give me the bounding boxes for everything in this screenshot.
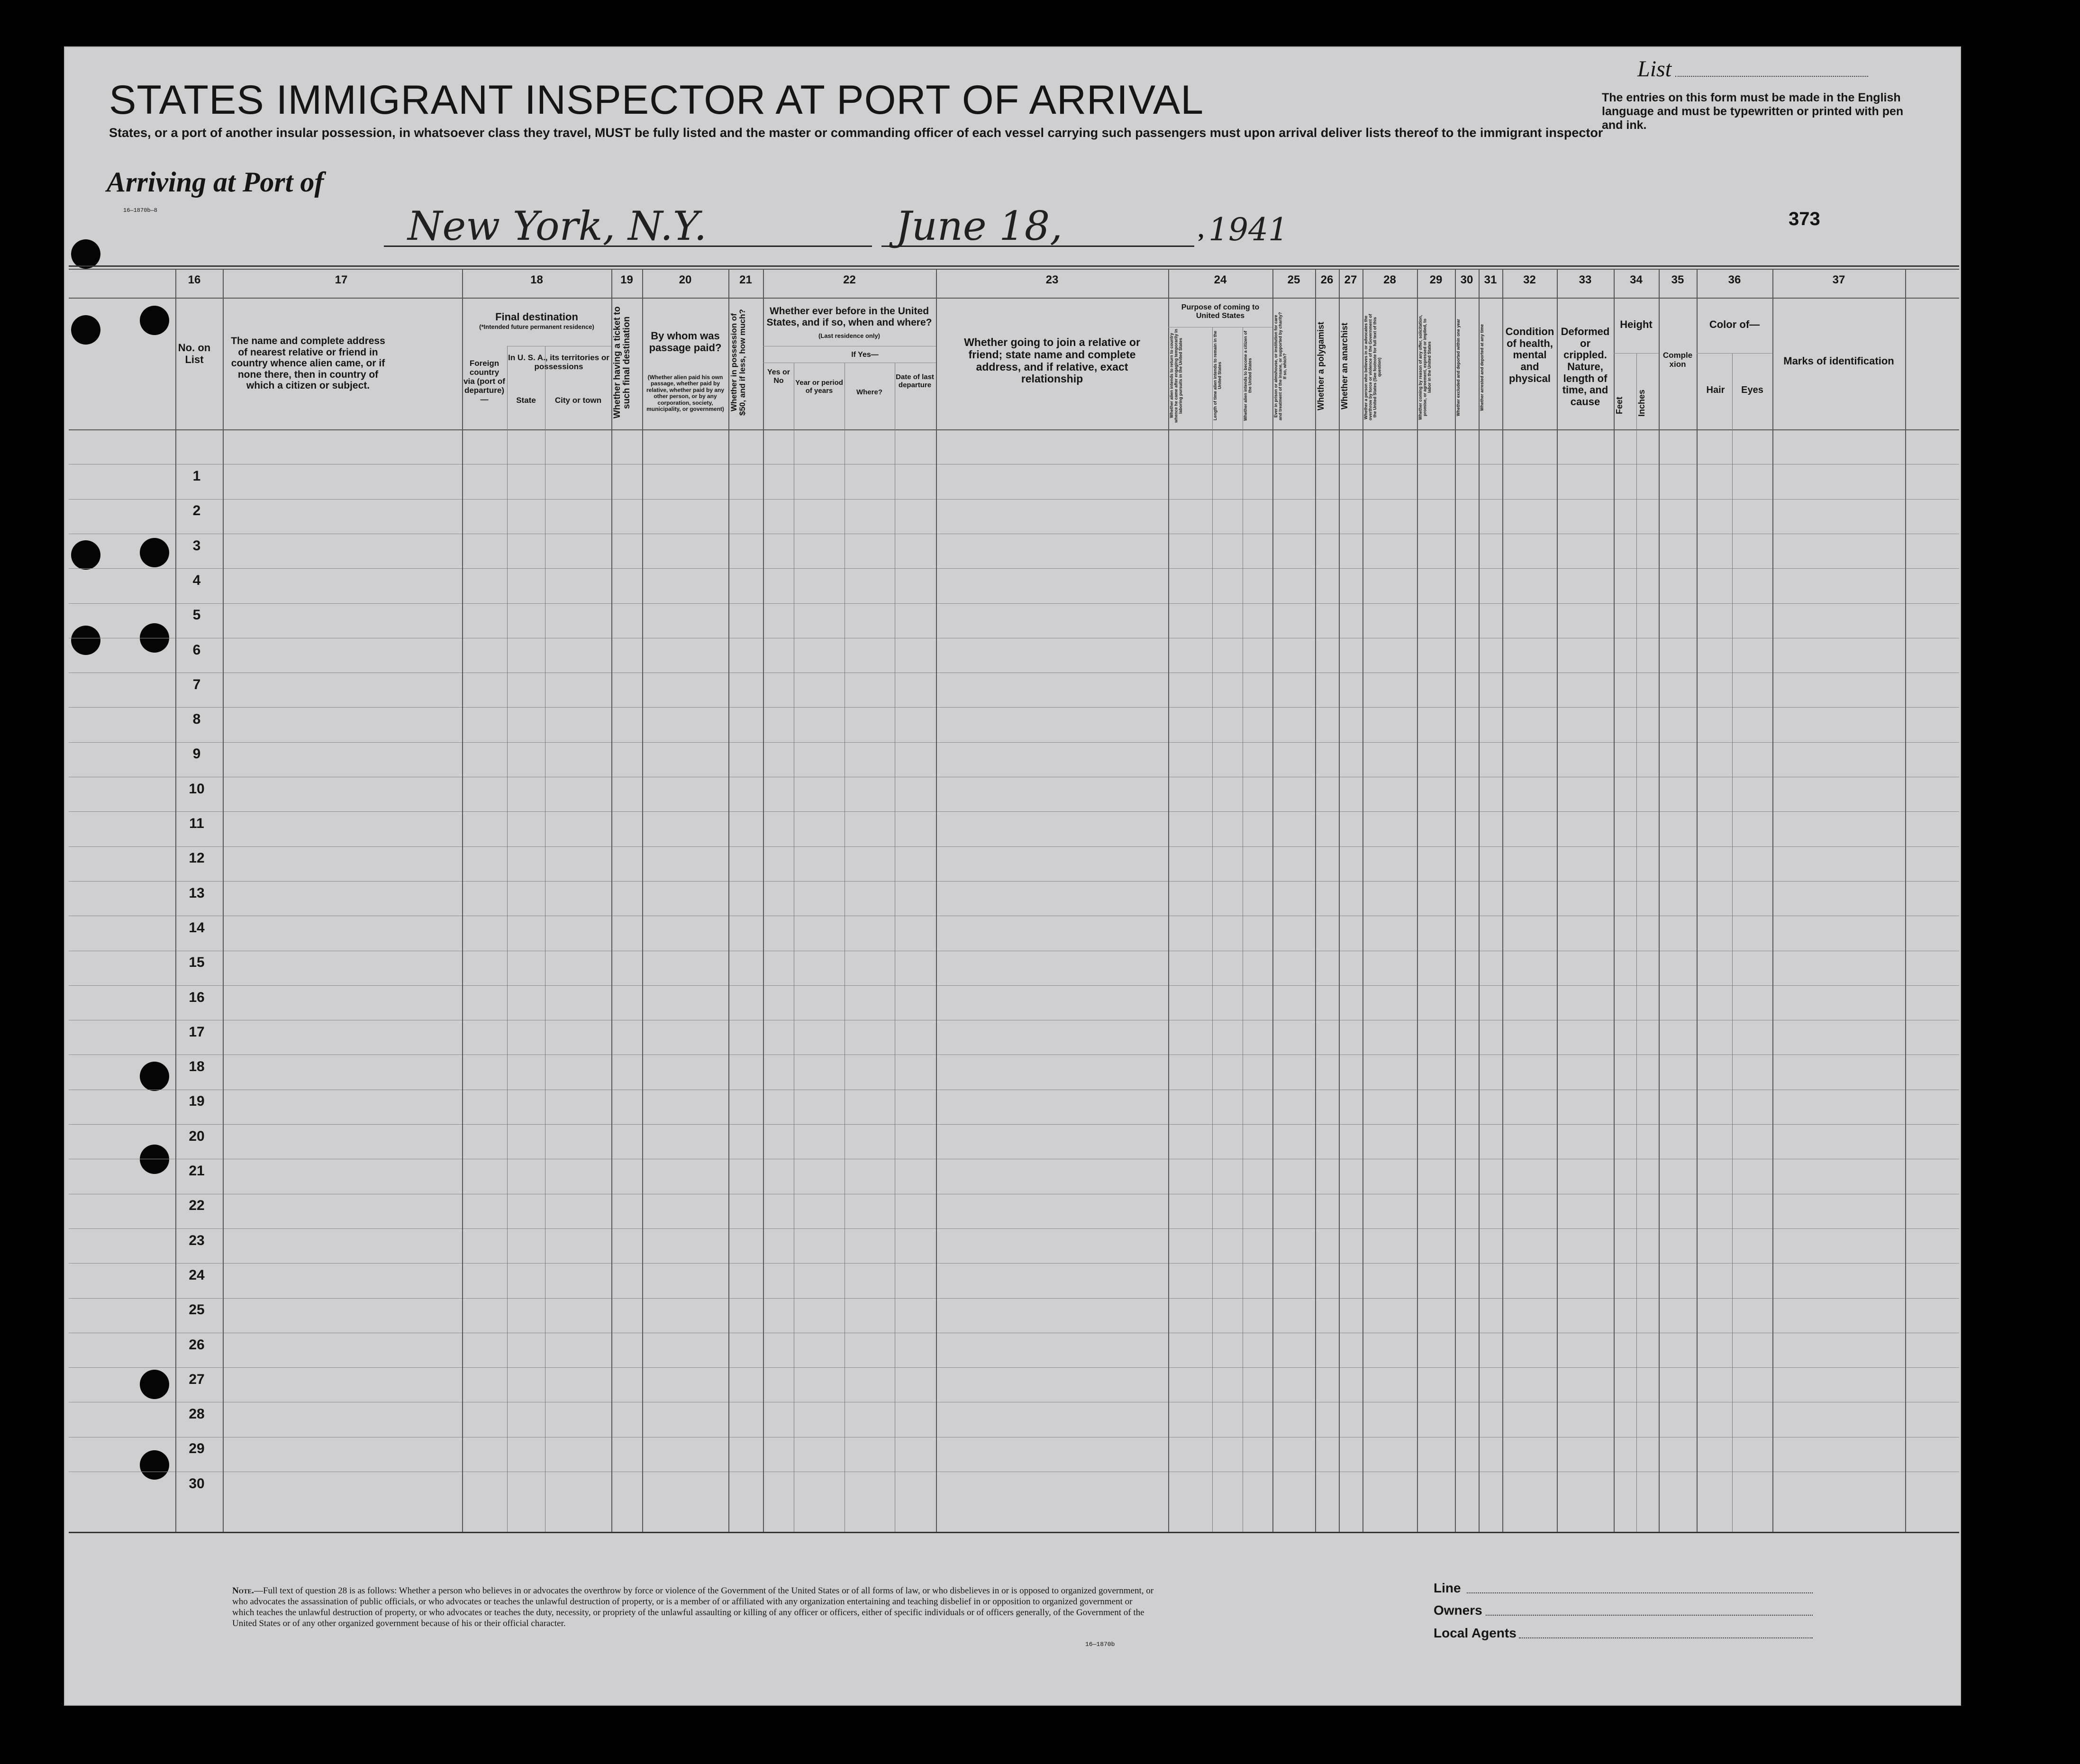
grid-vline [1212,327,1213,1532]
row-number: 4 [192,573,201,588]
punch-hole [140,1370,169,1399]
grid-hline [69,1367,1959,1368]
grid-vline [763,269,764,1532]
grid-vline [175,269,176,1532]
header-in-usa: In U. S. A., its territories or possessions [508,353,609,372]
list-field-line [1675,76,1868,77]
header-yes-or-no: Yes or No [767,368,790,385]
header-polygamist: Whether a polygamist [1316,321,1326,411]
year-handwritten: 1941 [1208,211,1288,248]
grid-vline [1557,269,1558,1532]
punch-hole [140,1145,169,1174]
grid-hline [69,298,1959,299]
header-eyes: Eyes [1741,385,1763,395]
punch-hole [140,1450,169,1480]
grid-hline [69,429,1959,430]
grid-hline [69,1263,1959,1264]
grid-vline [223,269,224,1532]
header-arrested: Whether arrested and deported at any time [1480,324,1484,411]
header-overthrow: Whether a person who believes in or advocates the overthrow by force or violence of the Government of the United States (See footnote for full text of this question) [1363,314,1382,421]
col-num-24: 24 [1214,273,1227,286]
col-num-31: 31 [1484,273,1497,286]
grid-vline [936,269,937,1532]
port-handwritten: New York, N.Y. [408,203,707,249]
row-number: 1 [192,468,201,484]
grid-vline [1417,269,1418,1532]
row-number: 8 [192,711,201,727]
page-number: 373 [1789,209,1820,229]
header-final-destination-note: (*Intended future permanent residence) [479,323,594,330]
grid-vline [1339,269,1340,1532]
row-number: 20 [189,1128,205,1144]
col-num-27: 27 [1344,273,1357,286]
header-final-destination: Final destination [495,311,578,323]
col-num-23: 23 [1045,273,1059,286]
col-num-37: 37 [1832,273,1845,286]
header-color-of: Color of— [1709,318,1760,330]
grid-vline [1362,269,1363,1532]
col-num-33: 33 [1579,273,1592,286]
grid-hline [69,499,1959,500]
header-state: State [516,396,536,405]
punch-hole [140,306,169,335]
row-number: 17 [189,1024,205,1040]
date-handwritten: June 18, [896,203,1063,249]
row-number: 13 [189,885,205,901]
owners-field-line [1486,1615,1813,1616]
punch-hole [140,538,169,567]
row-number: 18 [189,1059,205,1074]
grid-vline [728,269,729,1532]
grid-vline [1455,269,1456,1532]
header-fifty-dollars: Whether in possession of $50, and if less, how much? [729,309,747,416]
header-ever-in-us: Whether ever before in the United States, and if so, when and where? [766,306,932,328]
line-label: Line [1434,1581,1461,1595]
row-number: 26 [189,1337,205,1353]
header-anarchist: Whether an anarchist [1340,322,1349,410]
grid-vline [1697,269,1698,1532]
col-num-21: 21 [739,273,752,286]
grid-vline [462,269,463,1532]
row-number: 21 [189,1163,205,1179]
arriving-label: Arriving at Port of [107,166,324,198]
header-complexion: Complexion [1662,351,1693,369]
col-num-28: 28 [1383,273,1396,286]
header-foreign-country: Foreign country via (port of departure)— [463,359,505,404]
form-code: 16—1870b—8 [123,207,158,214]
grid-hline [69,707,1959,708]
row-number: 23 [189,1233,205,1248]
col-num-25: 25 [1287,273,1300,286]
col-num-20: 20 [679,273,692,286]
grid-hline [1614,353,1659,354]
header-purpose-citizen: Whether alien intends to become a citizen of the United States [1243,330,1253,421]
header-excluded: Whether excluded and deported within one year [1456,318,1461,416]
header-inches: Inches [1637,389,1646,417]
punch-hole [71,540,100,570]
header-height: Height [1620,318,1653,330]
grid-vline [1479,269,1480,1532]
row-number: 11 [189,816,204,831]
row-number: 12 [189,850,205,866]
grid-vline [1614,269,1615,1532]
grid-hline [69,1124,1959,1125]
row-number: 16 [189,990,205,1005]
row-number: 28 [189,1406,205,1422]
row-number: 15 [189,955,205,970]
grid-hline [69,1228,1959,1229]
header-feet: Feet [1615,396,1624,414]
header-join-relative: Whether going to join a relative or friend; state name and complete address, and if relative, exact relationship [964,336,1140,385]
row-number: 9 [192,746,201,762]
header-deformed: Deformed or crippled. Nature, length of time, and cause [1561,326,1610,408]
header-relative-address: The name and complete address of nearest relative or friend in country whence alien came, or if none there, then in country of which a citizen or subject. [231,336,385,391]
punch-hole [71,315,100,345]
header-ever-in-us-note: (Last residence only) [818,332,881,339]
footer-form-code: 16—1870b [1085,1641,1115,1648]
row-number: 27 [189,1372,205,1387]
header-purpose: Purpose of coming to United States [1181,303,1260,320]
grid-vline [1905,269,1906,1532]
punch-hole [140,1062,169,1091]
list-label: List [1637,56,1672,82]
header-no-on-list: No. on List [178,342,211,365]
row-number: 6 [192,642,201,658]
grid-hline [69,742,1959,743]
col-num-16: 16 [188,273,201,286]
col-num-18: 18 [530,273,543,286]
grid-hline [69,269,1959,270]
footnote-text: —Full text of question 28 is as follows: Whether a person who believes in or advocates the overthrow by force or violence of the Government of the United States or of all forms of law, or who disbelieves in or is opposed to organized government, or who advocates the assassination of public officials, or who advocates or teaches the unlawful destruction of property, or is a member of or affiliated with any organization entertaining and teaching disbelief in or opposition to organized government or which teaches the unlawful destruction of property, or who advocates or teaches the duty, necessity, or propriety of the unlawful assaulting or killing of any officer or officers, either of specific individuals or of officers generally, of the Government of the United States or of any other organized government because of his or their official character. [232,1586,1154,1628]
footnote-label: Note. [232,1586,254,1596]
col-num-26: 26 [1320,273,1334,286]
row-number: 5 [192,607,201,623]
instructions-text: The entries on this form must be made in the English language and must be typewritten or printed with pen and ink. [1602,91,1904,132]
header-city: City or town [554,396,602,405]
row-number: 29 [189,1441,205,1456]
row-number: 14 [189,920,205,936]
header-purpose-return: Whether alien intends to return to country whence he came after engaging temporarily in laboring pursuits in the United States [1169,328,1183,423]
grid-vline [1272,269,1273,1532]
grid-hline [69,1532,1959,1533]
punch-hole [71,626,100,655]
row-number: 30 [189,1476,205,1491]
header-passage-paid-note: (Whether alien paid his own passage, whether paid by relative, whether paid by any other person, or by any corporation, society, municipality, or government) [646,374,725,413]
header-marks: Marks of identification [1783,355,1894,367]
col-num-35: 35 [1671,273,1684,286]
agents-field-line [1519,1637,1813,1638]
grid-vline [507,346,508,1532]
row-number: 10 [189,781,205,797]
header-prison: Ever in prison or almshouse, or institution for care and treatment of the insane, or supported by charity? If so, which? [1273,312,1287,420]
grid-hline [69,881,1959,882]
grid-hline [69,846,1959,847]
grid-vline [642,269,643,1532]
row-number: 19 [189,1093,205,1109]
grid-hline [69,265,1959,267]
owners-label: Owners [1434,1603,1482,1618]
page-title: STATES IMMIGRANT INSPECTOR AT PORT OF ARRIVAL [109,77,1204,123]
col-num-19: 19 [620,273,633,286]
manifest-sheet [64,46,1961,1706]
row-number: 22 [189,1198,205,1213]
grid-vline [1636,353,1637,1532]
header-hair: Hair [1706,385,1725,395]
grid-hline [1697,353,1772,354]
grid-vline [1168,269,1169,1532]
col-num-22: 22 [843,273,856,286]
header-health: Condition of health, mental and physical [1505,326,1554,384]
grid-vline [1315,269,1316,1532]
col-num-36: 36 [1728,273,1741,286]
header-years: Year or period of years [795,379,843,395]
year-comma: , [1199,216,1205,243]
col-num-30: 30 [1460,273,1473,286]
grid-hline [69,985,1959,986]
col-num-29: 29 [1429,273,1443,286]
header-last-departure: Date of last departure [896,373,934,389]
col-num-32: 32 [1523,273,1536,286]
grid-vline [1732,353,1733,1532]
grid-hline [69,568,1959,569]
grid-hline [69,1298,1959,1299]
punch-hole [71,239,100,269]
grid-vline [1772,269,1773,1532]
row-number: 7 [192,677,201,692]
row-number: 2 [192,503,201,518]
row-number: 24 [189,1267,205,1283]
header-labor-offer: Whether coming by reason of any offer, solicitation, promise, or agreement, expressed or implied, to labor in the United States [1418,315,1432,420]
footnote [232,1585,1156,1629]
grid-hline [69,603,1959,604]
header-where: Where? [856,388,882,396]
grid-vline [1659,269,1660,1532]
header-if-yes: If Yes— [851,351,879,359]
header-purpose-length: Length of time alien intends to remain in the United States [1213,331,1222,421]
grid-hline [69,811,1959,812]
col-num-34: 34 [1630,273,1643,286]
row-number: 3 [192,538,201,554]
col-num-17: 17 [335,273,348,286]
page-subtitle: States, or a port of another insular possession, in whatsoever class they travel, MUST be fully listed and the master or commanding officer of each vessel carrying such passengers must upon arrival deliver lists thereof to the immigrant inspector [109,126,1603,140]
grid-vline [611,269,612,1532]
line-field-line [1467,1592,1813,1593]
grid-vline [1502,269,1503,1532]
agents-label: Local Agents [1434,1626,1517,1640]
row-number: 25 [189,1302,205,1318]
header-passage-paid: By whom was passage paid? [649,330,722,354]
header-ticket: Whether having a ticket to such final destination [612,306,632,419]
